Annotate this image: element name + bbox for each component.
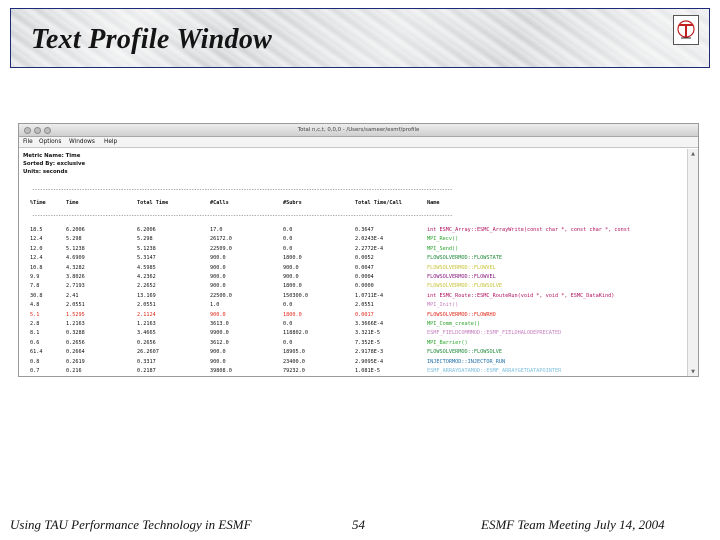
cell-total: 0.2187: [137, 368, 156, 374]
cell-pct: 61.4: [30, 349, 43, 356]
function-name: ESMF_ARRAYDATAMOD::ESMF_ARRAYGETDATAPOINTER: [427, 368, 562, 374]
cell-subrs: 0.0: [283, 339, 293, 346]
cell-subrs: 79232.0: [283, 368, 305, 374]
cell-calls: 3612.0: [210, 339, 229, 346]
cell-calls: 900.0: [210, 311, 226, 318]
cell-subrs: 23400.0: [283, 358, 305, 365]
function-name: MPI_Comm_create(): [427, 321, 481, 327]
function-name: MPI_Barrier(): [427, 339, 468, 346]
column-header: Time: [66, 200, 79, 206]
cell-calls: 900.0: [210, 264, 226, 271]
function-name: MPI_Recv(): [427, 236, 459, 243]
cell-calls: 9900.0: [210, 330, 229, 337]
cell-total: 2.2652: [137, 283, 156, 290]
cell-time: 0.2656: [66, 339, 85, 346]
cell-time: 2.7193: [66, 283, 85, 290]
function-name: int ESMC_Route::ESMC_RouteRun(void *, void *, ESMC_DataKind): [427, 292, 615, 299]
cell-per-call: 0.0000: [355, 283, 374, 290]
slide-title: Text Profile Window: [31, 24, 273, 55]
window-title: Total n,c,t, 0,0,0 - /Users/sameer/esmf/profile: [297, 127, 420, 133]
cell-per-call: 2.9095E-4: [355, 358, 384, 365]
function-name: MPI_Init(): [427, 302, 459, 309]
cell-per-call: 0.0017: [355, 311, 374, 318]
cell-total: 0.3317: [137, 358, 156, 365]
cell-total: 5.3147: [137, 255, 156, 262]
cell-total: 5.1238: [137, 245, 156, 252]
column-header: %Time: [30, 200, 46, 206]
cell-subrs: 0.0: [283, 245, 293, 252]
cell-per-call: 0.0004: [355, 274, 374, 280]
cell-per-call: 2.2772E-4: [355, 245, 384, 252]
column-header: #Calls: [210, 200, 229, 206]
cell-calls: 39808.0: [210, 368, 232, 374]
cell-subrs: 18905.0: [283, 349, 305, 356]
cell-calls: 1.0: [210, 302, 220, 309]
cell-pct: 18.5: [30, 227, 43, 233]
units-label: Units: seconds: [23, 169, 68, 175]
cell-total: 13.169: [137, 292, 156, 299]
slide-number: 54: [352, 517, 365, 532]
column-header: Total Time/Call: [355, 200, 402, 206]
function-name: ESMF_FIELDCOMMMOD::ESMF_FIELDHALODEPRECATED: [427, 330, 562, 337]
vertical-scrollbar[interactable]: [687, 149, 698, 377]
column-header: Name: [427, 200, 440, 206]
cell-total: 0.2656: [137, 339, 156, 346]
cell-pct: 10.8: [30, 264, 43, 271]
menu-windows[interactable]: Windows: [69, 139, 95, 145]
cell-time: 2.0551: [66, 302, 85, 309]
cell-total: 3.4665: [137, 330, 156, 337]
function-name: FLOWSOLVERMOD::FLOWRHO: [427, 311, 496, 318]
cell-calls: 17.0: [210, 227, 223, 233]
scroll-down-arrow-icon[interactable]: ▼: [691, 369, 695, 375]
cell-subrs: 1800.0: [283, 283, 302, 290]
cell-pct: 0.7: [30, 368, 40, 374]
cell-per-call: 0.0047: [355, 264, 374, 271]
menu-file[interactable]: File: [23, 139, 33, 145]
cell-pct: 8.1: [30, 330, 40, 337]
cell-time: 4.3282: [66, 264, 85, 271]
cell-time: 3.8026: [66, 274, 85, 280]
cell-pct: 4.8: [30, 302, 40, 309]
cell-time: 5.298: [66, 236, 82, 243]
cell-time: 0.3288: [66, 330, 85, 337]
cell-per-call: 1.081E-5: [355, 368, 380, 374]
cell-pct: 7.8: [30, 283, 40, 290]
menu-help[interactable]: Help: [104, 139, 118, 145]
function-name: FLOWSOLVERMOD::FLOWVEL: [427, 274, 496, 280]
cell-time: 1.5295: [66, 311, 85, 318]
cell-calls: 26172.0: [210, 236, 232, 243]
cell-total: 4.5985: [137, 264, 156, 271]
cell-subrs: 150300.0: [283, 292, 308, 299]
cell-pct: 9.9: [30, 274, 40, 280]
separator-line: -----------------------------------------------------------------------------------------------------------------------------------------------------------------: [32, 187, 453, 193]
function-name: MPI_Send(): [427, 245, 459, 252]
footer-right: ESMF Team Meeting July 14, 2004: [481, 517, 665, 532]
cell-subrs: 0.0: [283, 236, 293, 243]
cell-per-call: 3.321E-5: [355, 330, 380, 337]
cell-calls: 3613.0: [210, 321, 229, 327]
cell-pct: 12.0: [30, 245, 43, 252]
cell-time: 4.6909: [66, 255, 85, 262]
cell-subrs: 0.0: [283, 227, 293, 233]
menu-bar: [19, 137, 698, 148]
cell-calls: 900.0: [210, 274, 226, 280]
cell-subrs: 900.0: [283, 274, 299, 280]
cell-time: 6.2006: [66, 227, 85, 233]
function-name: FLOWSOLVERMOD::FLOWSTATE: [427, 255, 502, 262]
separator-line: -----------------------------------------------------------------------------------------------------------------------------------------------------------------: [32, 213, 453, 219]
cell-calls: 900.0: [210, 349, 226, 356]
metric-name-label: Metric Name: Time: [23, 153, 81, 159]
cell-time: 2.41: [66, 292, 79, 299]
cell-total: 2.0551: [137, 302, 156, 309]
tau-logo-icon: [673, 15, 699, 45]
function-name: int ESMC_Array::ESMC_ArrayWrite(const char *, const char *, const: [427, 227, 631, 233]
cell-calls: 900.0: [210, 255, 226, 262]
cell-time: 5.1238: [66, 245, 85, 252]
cell-per-call: 3.3666E-4: [355, 321, 384, 327]
footer-left: Using TAU Performance Technology in ESMF: [10, 517, 252, 532]
function-name: FLOWSOLVERMOD::FLOWSOLVE: [427, 349, 502, 356]
cell-subrs: 118802.0: [283, 330, 308, 337]
cell-per-call: 0.0052: [355, 255, 374, 262]
text-profile-window: [18, 123, 699, 377]
sorted-by-label: Sorted By: exclusive: [23, 161, 86, 167]
column-header: #Subrs: [283, 200, 302, 206]
cell-total: 26.2607: [137, 349, 159, 356]
cell-total: 2.1124: [137, 311, 156, 318]
cell-subrs: 1800.0: [283, 255, 302, 262]
cell-subrs: 0.0: [283, 302, 293, 309]
cell-calls: 22509.0: [210, 245, 232, 252]
cell-pct: 0.6: [30, 339, 40, 346]
cell-pct: 5.1: [30, 311, 40, 318]
cell-time: 0.2664: [66, 349, 85, 356]
cell-pct: 2.8: [30, 321, 40, 327]
cell-pct: 12.4: [30, 236, 43, 243]
scroll-up-arrow-icon[interactable]: ▲: [691, 151, 695, 157]
function-name: FLOWSOLVERMOD::FLOWVEL: [427, 264, 496, 271]
column-header: Total Time: [137, 200, 169, 206]
cell-subrs: 0.0: [283, 321, 293, 327]
cell-subrs: 1800.0: [283, 311, 302, 318]
menu-options[interactable]: Options: [39, 139, 62, 145]
function-name: INJECTORMOD::INJECTOR_RUN: [427, 358, 506, 365]
cell-pct: 0.8: [30, 358, 40, 365]
cell-subrs: 900.0: [283, 264, 299, 271]
function-name: FLOWSOLVERMOD::FLOWSOLVE: [427, 283, 502, 290]
cell-per-call: 7.352E-5: [355, 339, 380, 346]
cell-per-call: 0.3647: [355, 227, 374, 233]
cell-total: 4.2362: [137, 274, 156, 280]
window-titlebar[interactable]: [19, 124, 698, 137]
cell-total: 6.2006: [137, 227, 156, 233]
cell-calls: 900.0: [210, 358, 226, 365]
cell-total: 5.298: [137, 236, 153, 243]
cell-per-call: 2.0551: [355, 302, 374, 309]
cell-per-call: 2.9178E-3: [355, 349, 384, 356]
cell-calls: 900.0: [210, 283, 226, 290]
cell-per-call: 1.0711E-4: [355, 292, 384, 299]
cell-time: 0.216: [66, 368, 82, 374]
cell-pct: 12.4: [30, 255, 43, 262]
cell-time: 0.2619: [66, 358, 85, 365]
cell-total: 1.2163: [137, 321, 156, 327]
profile-text-area[interactable]: [19, 149, 687, 377]
cell-time: 1.2163: [66, 321, 85, 327]
cell-pct: 30.8: [30, 292, 43, 299]
slide-title-banner: [10, 8, 710, 68]
cell-per-call: 2.0243E-4: [355, 236, 384, 243]
cell-calls: 22500.0: [210, 292, 232, 299]
